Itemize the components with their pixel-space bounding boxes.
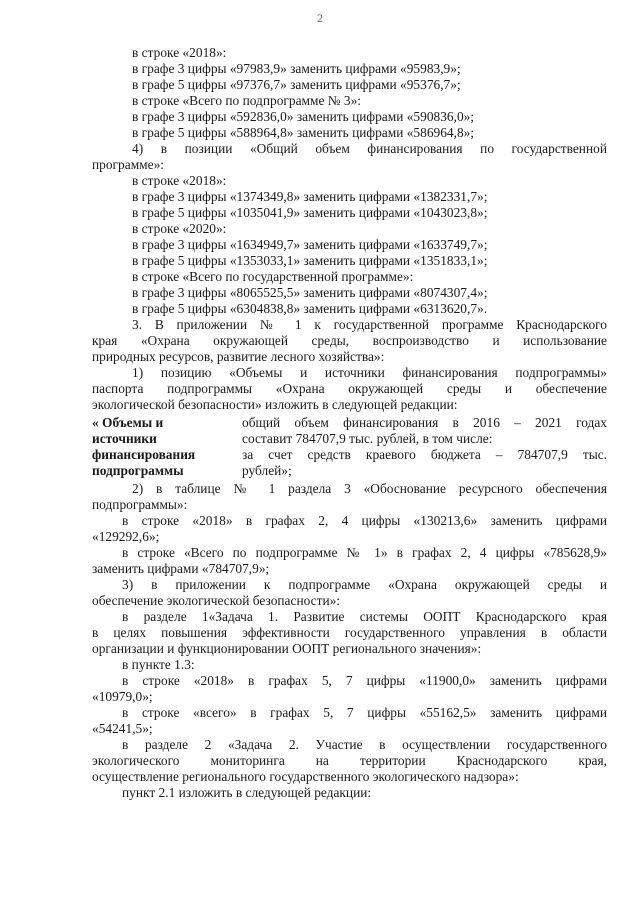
text-line: в строке «2020»: bbox=[132, 221, 227, 236]
page-number: 2 bbox=[317, 11, 323, 25]
text-line: экологической безопасности» изложить в следующей редакции: bbox=[92, 397, 458, 412]
text-line: в пункте 1.3: bbox=[122, 657, 195, 672]
text-line: в строке «Всего по государственной программе»: bbox=[132, 269, 414, 284]
text-line: программе»: bbox=[92, 157, 164, 172]
text-line: в строке «2018» в графах 5, 7 цифры «11900,0» заменить цифрами bbox=[122, 673, 607, 688]
text-line: в строке «Всего по подпрограмме № 1» в графах 2, 4 цифры «785628,9» bbox=[122, 545, 607, 560]
text-line: природных ресурсов, развитие лесного хозяйства»: bbox=[92, 349, 385, 364]
text-line: в графе 5 цифры «97376,7» заменить цифрами «95376,7»; bbox=[132, 77, 461, 92]
funding-label-line: « Объемы и bbox=[92, 415, 164, 430]
funding-value-line: рублей»; bbox=[242, 463, 292, 478]
text-line: обеспечение экологической безопасности»: bbox=[92, 593, 341, 608]
text-line: в графе 3 цифры «1374349,8» заменить цифрами «1382331,7»; bbox=[132, 189, 488, 204]
text-line: края «Охрана окружающей среды, воспроизводство и использование bbox=[92, 333, 607, 348]
text-line: 1) позицию «Объемы и источники финансирования подпрограммы» bbox=[132, 365, 607, 380]
text-line: 2) в таблице № 1 раздела 3 «Обоснование ресурсного обеспечения bbox=[132, 481, 607, 496]
document-body bbox=[92, 45, 607, 801]
funding-value-line: общий объем финансирования в 2016 – 2021 годах bbox=[242, 415, 607, 430]
text-line: в разделе 2 «Задача 2. Участие в осуществлении государственного bbox=[122, 737, 607, 752]
text-line: экологического мониторинга на территории Краснодарского края, bbox=[92, 753, 607, 768]
text-line: в строке «всего» в графах 5, 7 цифры «55162,5» заменить цифрами bbox=[122, 705, 607, 720]
text-line: в графе 3 цифры «1634949,7» заменить цифрами «1633749,7»; bbox=[132, 237, 488, 252]
text-line: в графе 3 цифры «592836,0» заменить цифрами «590836,0»; bbox=[132, 109, 475, 124]
funding-value-line: за счет средств краевого бюджета – 784707,9 тыс. bbox=[242, 447, 607, 462]
text-line: в графе 5 цифры «588964,8» заменить цифрами «586964,8»; bbox=[132, 125, 475, 140]
text-line: 3) в приложении к подпрограмме «Охрана окружающей среды и bbox=[122, 577, 607, 592]
text-line: паспорта подпрограммы «Охрана окружающей среды и обеспечение bbox=[92, 381, 607, 396]
amendment-lines-part-2 bbox=[92, 481, 607, 801]
text-line: в разделе 1«Задача 1. Развитие системы ООПТ Краснодарского края bbox=[122, 609, 607, 624]
text-line: в графе 5 цифры «6304838,8» заменить цифрами «6313620,7». bbox=[132, 301, 488, 316]
funding-label-line: подпрограммы bbox=[92, 463, 184, 478]
text-line: заменить цифрами «784707,9»; bbox=[92, 561, 270, 576]
text-line: пункт 2.1 изложить в следующей редакции: bbox=[122, 785, 372, 800]
text-line: 3. В приложении № 1 к государственной программе Краснодарского bbox=[132, 317, 607, 332]
text-line: в графе 3 цифры «8065525,5» заменить цифрами «8074307,4»; bbox=[132, 285, 488, 300]
funding-table bbox=[92, 415, 607, 479]
text-line: в целях повышения эффективности государственного управления в области bbox=[92, 625, 607, 640]
text-line: в графе 5 цифры «1353033,1» заменить цифрами «1351833,1»; bbox=[132, 253, 488, 268]
text-line: в графе 5 цифры «1035041,9» заменить цифрами «1043023,8»; bbox=[132, 205, 488, 220]
funding-table-value bbox=[242, 415, 607, 479]
text-line: в графе 3 цифры «97983,9» заменить цифрами «95983,9»; bbox=[132, 61, 461, 76]
text-line: в строке «2018»: bbox=[132, 173, 227, 188]
text-line: 4) в позиции «Общий объем финансирования по государственной bbox=[132, 141, 607, 156]
funding-label-line: источники bbox=[92, 431, 157, 446]
text-line: в строке «2018»: bbox=[132, 45, 227, 60]
text-line: «10979,0»; bbox=[92, 689, 153, 704]
text-line: в строке «2018» в графах 2, 4 цифры «130213,6» заменить цифрами bbox=[122, 513, 607, 528]
text-line: подпрограммы»: bbox=[92, 497, 188, 512]
funding-table-label bbox=[92, 415, 242, 479]
text-line: организации и функционировании ООПТ регионального значения»: bbox=[92, 641, 482, 656]
text-line: осуществление регионального государственного экологического надзора»: bbox=[92, 769, 519, 784]
text-line: «129292,6»; bbox=[92, 529, 160, 544]
text-line: в строке «Всего по подпрограмме № 3»: bbox=[132, 93, 362, 108]
funding-value-line: составит 784707,9 тыс. рублей, в том числе: bbox=[242, 431, 493, 446]
funding-label-line: финансирования bbox=[92, 447, 196, 462]
amendment-lines-part-1 bbox=[92, 45, 607, 413]
text-line: «54241,5»; bbox=[92, 721, 153, 736]
